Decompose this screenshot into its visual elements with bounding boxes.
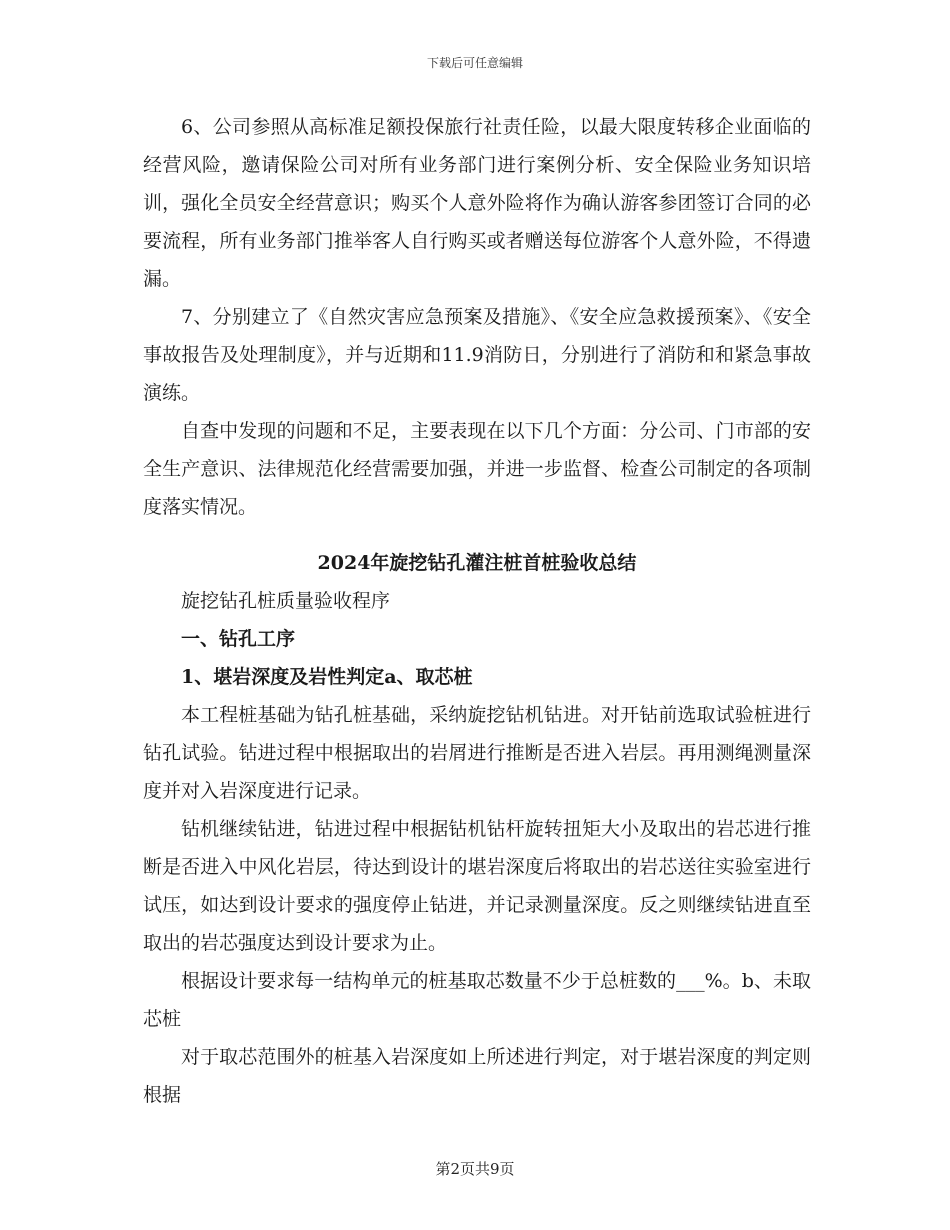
document-body: [143, 108, 811, 1114]
paragraph-self-check: 自查中发现的问题和不足，主要表现在以下几个方面：分公司、门市部的安全生产意识、法律规范化经营需要加强，并进一步监督、检查公司制定的各项制度落实情况。: [143, 420, 811, 518]
section-heading-drilling: 一、钻孔工序: [181, 628, 296, 650]
paragraph-item-6: 6、公司参照从高标准足额投保旅行社责任险，以最大限度转移企业面临的经营风险，邀请保险公司对所有业务部门进行案例分析、安全保险业务知识培训，强化全员安全经营意识；购买个人意外险将作为确认游客参团签订合同的必要流程，所有业务部门推举客人自行购买或者赠送每位游客个人意外险，不得遗漏。: [143, 116, 811, 290]
section-intro: 旋挖钻孔桩质量验收程序: [181, 590, 391, 612]
paragraph-core-requirement: 根据设计要求每一结构单元的桩基取芯数量不少于总桩数的___%。b、未取芯桩: [143, 970, 811, 1030]
paragraph-item-7: 7、分别建立了《自然灾害应急预案及措施》、《安全应急救援预案》、《安全事故报告及处理制度》，并与近期和11.9消防日，分别进行了消防和和紧急事故演练。: [143, 306, 811, 404]
paragraph-non-core-piles: 对于取芯范围外的桩基入岩深度如上所述进行判定，对于堪岩深度的判定则根据: [143, 1046, 811, 1106]
paragraph-continue-drilling: 钻机继续钻进，钻进过程中根据钻机钻杆旋转扭矩大小及取出的岩芯进行推断是否进入中风化岩层，待达到设计的堪岩深度后将取出的岩芯送往实验室进行试压，如达到设计要求的强度停止钻进，并记录测量深度。反之则继续钻进直至取出的岩芯强度达到设计要求为止。: [143, 818, 811, 954]
subsection-heading-rock-depth: 1、堪岩深度及岩性判定a、取芯桩: [181, 666, 473, 688]
paragraph-project-basis: 本工程桩基础为钻孔桩基础，采纳旋挖钻机钻进。对开钻前选取试验桩进行钻孔试验。钻进过程中根据取出的岩屑进行推断是否进入岩层。再用测绳测量深度并对入岩深度进行记录。: [143, 704, 811, 802]
document-title: 2024年旋挖钻孔灌注桩首桩验收总结: [317, 552, 637, 574]
page-header-note: 下载后可任意编辑: [426, 56, 523, 70]
page-footer-number: 第2页共9页: [435, 1160, 515, 1178]
